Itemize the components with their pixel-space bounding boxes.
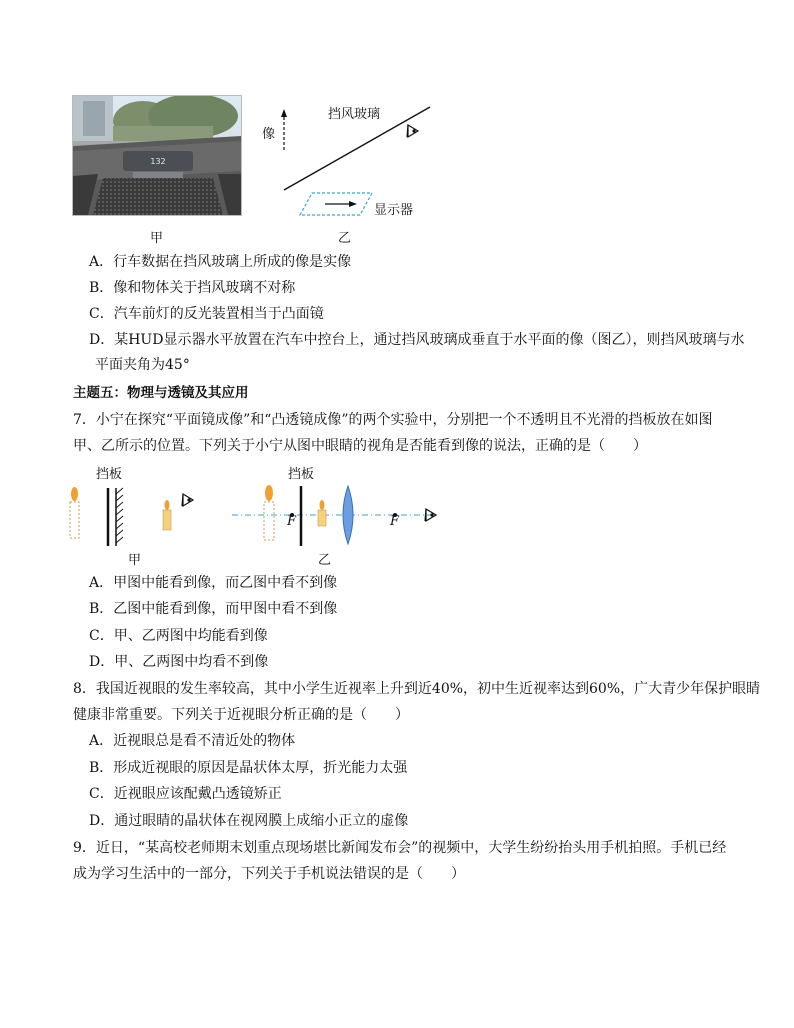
q7-figure-right: [230, 480, 450, 580]
eye-icon: [425, 509, 436, 521]
eye-icon: [182, 494, 193, 506]
q7-option-d: D．甲、乙两图中均看不到像: [89, 654, 269, 670]
caption-left: 甲: [128, 553, 142, 568]
board-label-right: 挡板: [288, 467, 315, 482]
q6-option-a: A．行车数据在挡风玻璃上所成的像是实像: [89, 254, 352, 270]
q6-option-b: B．像和物体关于挡风玻璃不对称: [89, 280, 296, 296]
q9-stem-line2: 成为学习生活中的一部分，下列关于手机说法错误的是（ ）: [73, 866, 465, 882]
q6-option-d-cont: 平面夹角为45°: [95, 357, 190, 373]
image-label: 像: [262, 127, 276, 142]
q7-option-a: A．甲图中能看到像，而乙图中看不到像: [89, 575, 338, 591]
q8-option-b: B．形成近视眼的原因是晶状体太厚，折光能力太强: [89, 760, 408, 776]
topic-heading: 主题五：物理与透镜及其应用: [73, 385, 249, 401]
caption-right: 乙: [318, 553, 332, 568]
eye-icon: [407, 125, 418, 137]
convex-lens: [343, 486, 353, 544]
virtual-candle: [70, 487, 79, 538]
q7-option-c: C．甲、乙两图中均能看到像: [89, 628, 268, 644]
q6-option-c: C．汽车前灯的反光装置相当于凸面镜: [89, 306, 324, 322]
virtual-candle: [264, 485, 274, 540]
q8-stem-line1: 8．我国近视眼的发生率较高，其中小学生近视率上升到近40%，初中生近视率达到60%，广大青少年保护眼睛: [73, 681, 761, 697]
q9-stem-line1: 9．近日，“某高校老师期末划重点现场堪比新闻发布会”的视频中，大学生纷纷抬头用手机拍照。手机已经: [73, 840, 727, 856]
hud-reading: 132: [150, 157, 166, 166]
q8-option-d: D．通过眼睛的晶状体在视网膜上成缩小正立的虚像: [89, 813, 409, 829]
candle-right: [318, 500, 326, 526]
q6-option-d: D．某HUD显示器水平放置在汽车中控台上，通过挡风玻璃成垂直于水平面的像（图乙），则挡风玻璃与水: [89, 332, 745, 348]
photo-caption: 甲: [150, 231, 164, 246]
q7-stem-line1: 7．小宁在探究“平面镜成像”和“凸透镜成像”的两个实验中，分别把一个不透明且不光滑的挡板放在如图: [73, 412, 713, 428]
focal-label-right: F: [390, 514, 400, 529]
q7-stem-line2: 甲、乙所示的位置。下列关于小宁从图中眼睛的视角是否能看到像的说法，正确的是（ ）: [73, 438, 647, 454]
q8-stem-line2: 健康非常重要。下列关于近视眼分析正确的是（ ）: [73, 707, 409, 723]
q8-option-a: A．近视眼总是看不清近处的物体: [89, 733, 296, 749]
mirror-hatch: [116, 488, 123, 543]
display-label: 显示器: [374, 203, 414, 218]
candle-left: [163, 500, 171, 530]
diagram-caption: 乙: [338, 231, 352, 246]
focal-label-left: F: [287, 514, 297, 529]
q8-option-c: C．近视眼应该配戴凸透镜矫正: [89, 786, 282, 802]
board-label-left: 挡板: [96, 467, 123, 482]
windshield-label: 挡风玻璃: [328, 107, 381, 122]
hud-photo: [72, 95, 242, 216]
q7-option-b: B．乙图中能看到像，而甲图中看不到像: [89, 601, 338, 617]
